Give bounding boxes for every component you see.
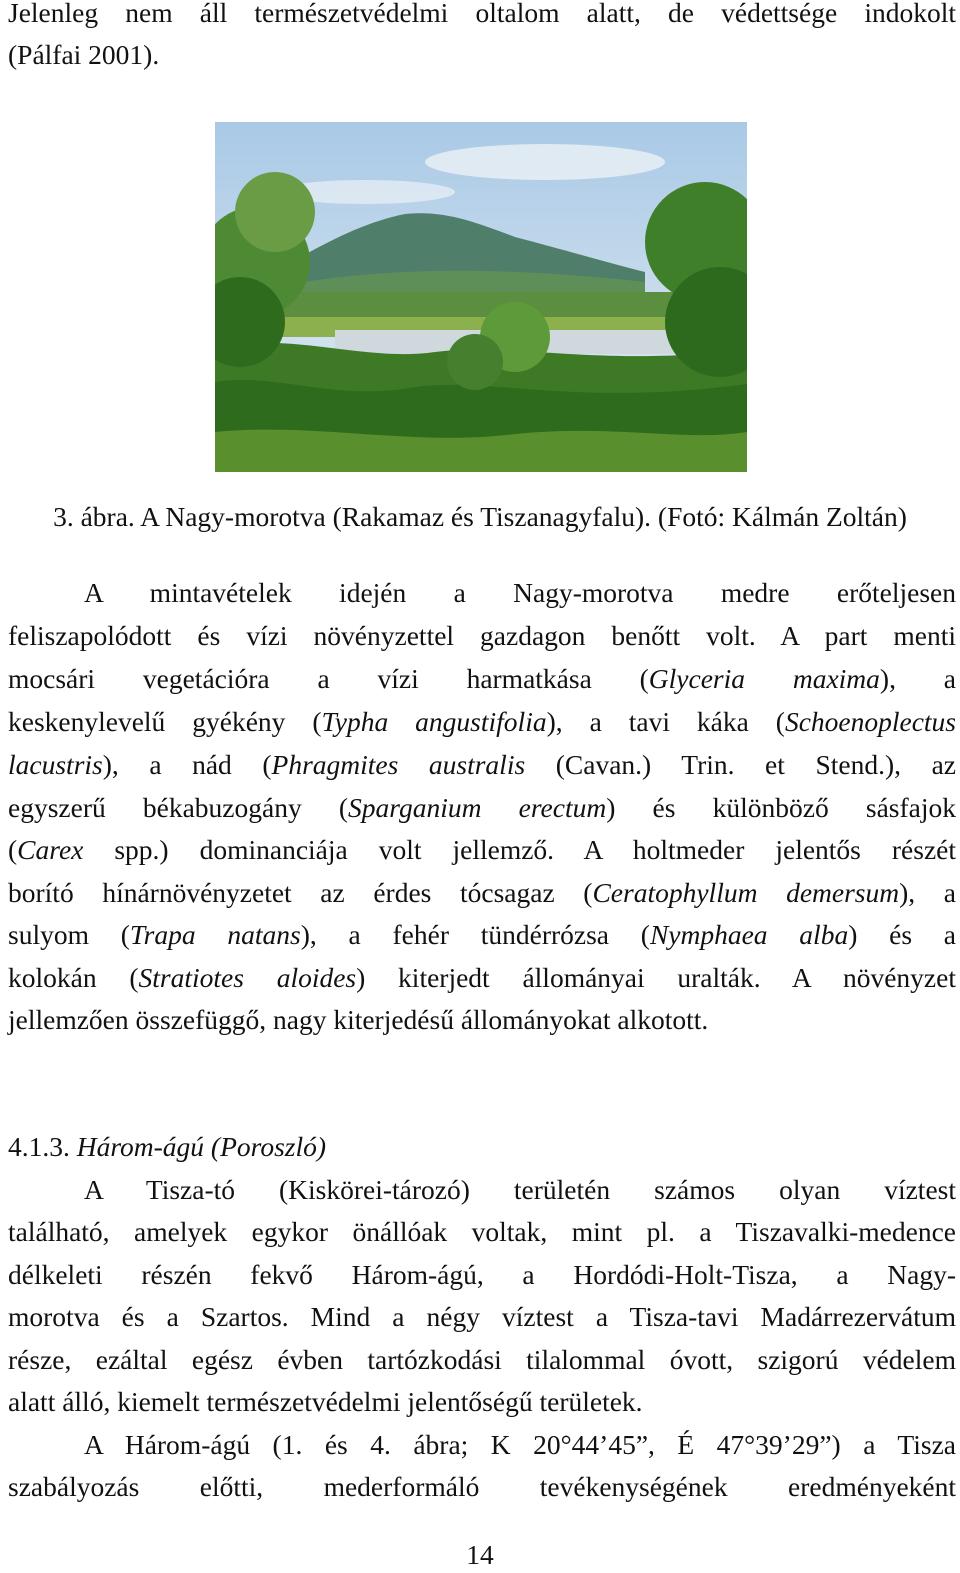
intro-line-1: Jelenleg nem áll természetvédelmi oltalom alatt, de védettsége indokolt — [8, 0, 956, 28]
para1-line-6: egyszerű békabuzogány (Sparganium erectum) és különböző sásfajok — [8, 792, 956, 823]
para3-line-1: A Három-ágú (1. és 4. ábra; K 20°44’45”, É 47°39’29”) a Tisza — [84, 1429, 956, 1460]
intro-line-2: (Pálfai 2001). — [8, 39, 160, 70]
para1-line-4: keskenylevelű gyékény (Typha angustifolia), a tavi káka (Schoenoplectus — [8, 706, 956, 737]
para3-line-2: szabályozás előtti, mederformáló tevékenységének eredményeként — [8, 1471, 956, 1502]
para2-line-6: alatt álló, kiemelt természetvédelmi jelentőségű területek. — [8, 1386, 643, 1417]
para1-line-10: kolokán (Stratiotes aloides) kiterjedt állományai uralták. A növényzet — [8, 962, 956, 993]
para2-line-4: morotva és a Szartos. Mind a négy víztest a Tisza-tavi Madárrezervátum — [8, 1301, 956, 1332]
para2-line-2: található, amelyek egykor önállóak voltak, mint pl. a Tiszavalki-medence — [8, 1216, 956, 1247]
para1-line-5: lacustris), a nád (Phragmites australis (Cavan.) Trin. et Stend.), az — [8, 749, 956, 780]
figure-caption: 3. ábra. A Nagy-morotva (Rakamaz és Tiszanagyfalu). (Fotó: Kálmán Zoltán) — [53, 501, 907, 532]
para2-line-1: A Tisza-tó (Kiskörei-tározó) területén számos olyan víztest — [84, 1174, 956, 1205]
para2-line-3: délkeleti részén fekvő Három-ágú, a Hordódi-Holt-Tisza, a Nagy- — [8, 1259, 956, 1290]
para1-line-7: (Carex spp.) dominanciája volt jellemző. A holtmeder jelentős részét — [8, 834, 956, 865]
page-number: 14 — [466, 1539, 494, 1570]
para1-line-8: borító hínárnövényzetet az érdes tócsagaz (Ceratophyllum demersum), a — [8, 877, 956, 908]
para1-line-11: jellemzően összefüggő, nagy kiterjedésű állományokat alkotott. — [8, 1004, 709, 1035]
para1-line-1: A mintavételek idején a Nagy-morotva medre erőteljesen — [84, 577, 956, 608]
para1-line-9: sulyom (Trapa natans), a fehér tündérrózsa (Nymphaea alba) és a — [8, 919, 956, 950]
section-heading: 4.1.3. Három-ágú (Poroszló) — [8, 1131, 327, 1162]
landscape-image — [215, 122, 747, 472]
lake-photo — [215, 122, 747, 472]
para2-line-5: része, ezáltal egész évben tartózkodási tilalommal óvott, szigorú védelem — [8, 1344, 956, 1375]
para1-line-2: feliszapolódott és vízi növényzettel gazdagon benőtt volt. A part menti — [8, 620, 956, 651]
para1-line-3: mocsári vegetációra a vízi harmatkása (Glyceria maxima), a — [8, 663, 956, 694]
